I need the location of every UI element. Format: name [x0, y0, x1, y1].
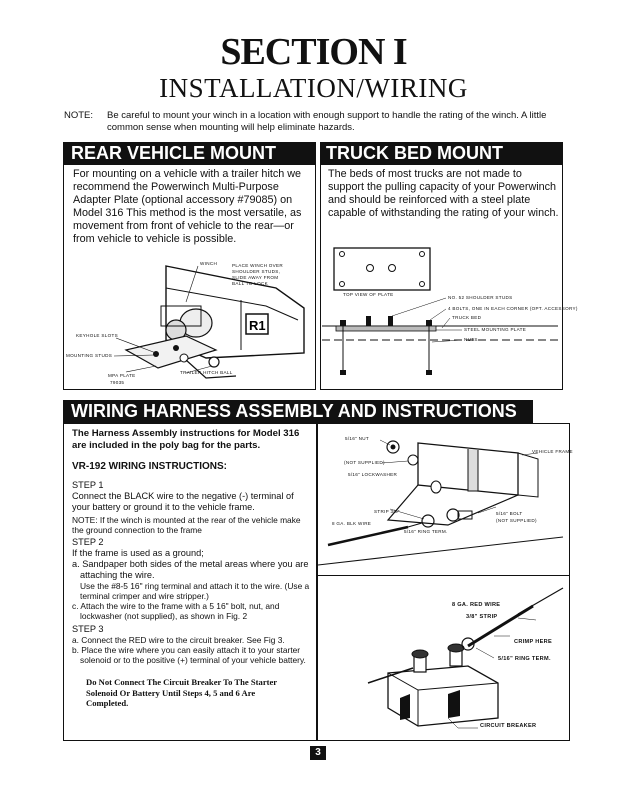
label-winch: WINCH	[200, 261, 218, 266]
label-strip-3-8: 3/8" STRIP	[466, 614, 498, 620]
note-text: Be careful to mount your winch in a location with enough support to handle the rating of the winch. A little common sense when mounting will help eliminate hazards.	[107, 110, 547, 133]
label-not-supplied: (NOT SUPPLIED)	[344, 460, 385, 465]
label-truck-bed: TRUCK BED	[452, 315, 482, 320]
ground-connection-illustration	[318, 425, 568, 573]
label-lockwasher: 5/16" LOCKWASHER	[348, 472, 398, 477]
page-number: 3	[310, 746, 326, 760]
label-strip: STRIP 3/8"	[374, 509, 400, 514]
rear-mount-text: For mounting on a vehicle with a trailer hitch we recommend the Powerwinch Multi-Purpose Adapter Plate (optional accessory #79085) on Model 316 This method is the most versatile, as movement from front of vehicle to the rear—or from vehicle to vehicle is possible.	[73, 168, 302, 245]
label-trailer-ball: TRAILER HITCH BALL	[180, 370, 233, 375]
label-top-view: TOP VIEW OF PLATE	[343, 292, 394, 297]
label-vehicle-frame: VEHICLE FRAME	[532, 449, 573, 454]
label-nut: 5/16" NUT	[345, 436, 369, 441]
label-blk-wire: 8 GA. BLK WIRE	[332, 521, 372, 526]
vr-heading: VR-192 WIRING INSTRUCTIONS:	[72, 461, 228, 472]
label-circuit-breaker: CIRCUIT BREAKER	[480, 723, 537, 729]
step2-intro: If the frame is used as a ground;	[72, 548, 204, 558]
label-keyhole: KEYHOLE SLOTS	[76, 333, 118, 338]
wiring-warning: Do Not Connect The Circuit Breaker To The Starter Solenoid Or Battery Until Steps 4, 5 and 6 Are Completed.	[86, 677, 277, 708]
step3-a: a. Connect the RED wire to the circuit breaker. See Fig 3.	[72, 635, 285, 645]
rear-mount-title: REAR VEHICLE MOUNT	[71, 143, 277, 163]
wiring-header	[63, 400, 533, 423]
step3-label: STEP 3	[72, 624, 104, 634]
label-mpa-number: 79035	[110, 380, 125, 385]
truck-mount-illustration	[322, 240, 562, 386]
truck-mount-header	[320, 142, 563, 164]
truck-mount-title: TRUCK BED MOUNT	[326, 143, 503, 163]
step1-text: Connect the BLACK wire to the negative (-) terminal of your battery or ground it to the vehicle frame.	[72, 491, 294, 512]
step2-a: a. Sandpaper both sides of the metal areas where you are attaching the wire.	[72, 559, 309, 580]
label-bolts: 4 BOLTS, ONE IN EACH CORNER (OPT. ACCESSORY)	[448, 306, 578, 311]
label-steel-plate: STEEL MOUNTING PLATE	[464, 327, 527, 332]
step3-b: b. Place the wire where you can easily attach it to your starter solenoid or to the positive (+) terminal of your vehicle battery.	[72, 645, 306, 665]
label-crimp: CRIMP HERE	[514, 639, 553, 645]
label-mpa-plate: MPA PLATE	[108, 373, 136, 378]
label-bolt-not-supplied: (NOT SUPPLIED)	[496, 518, 537, 523]
step1-label: STEP 1	[72, 480, 104, 490]
label-ring-term-3: 5/16" RING TERM.	[498, 656, 551, 662]
wiring-instructions	[72, 428, 312, 709]
label-ring-term: 5/16" RING TERM.	[404, 529, 448, 534]
label-shoulder-studs: NO. 52 SHOULDER STUDS	[448, 295, 513, 300]
step2-c: c. Attach the wire to the frame with a 5 16" bolt, nut, and lockwasher (not supplied), as shown in Fig. 2	[72, 601, 280, 621]
svg-text:R1: R1	[249, 318, 266, 333]
label-red-wire: 8 GA. RED WIRE	[452, 602, 501, 608]
label-nuts: NUTS	[464, 337, 478, 342]
step2-label: STEP 2	[72, 537, 104, 547]
step1-note: NOTE: If the winch is mounted at the rear of the vehicle make the ground connection to the frame	[72, 515, 301, 535]
wiring-intro: The Harness Assembly instructions for Model 316 are included in the poly bag for the parts.	[72, 428, 300, 451]
step2-b: Use the #8-5 16" ring terminal and attach it to the wire. (Use a terminal crimper and wire stripper.)	[80, 581, 310, 601]
wiring-title: WIRING HARNESS ASSEMBLY AND INSTRUCTIONS	[71, 401, 517, 421]
label-bolt: 5/16" BOLT	[496, 511, 523, 516]
truck-mount-text: The beds of most trucks are not made to support the pulling capacity of your Powerwinch and should be reinforced with a steel plate capable of withstanding the rating of your winch.	[328, 168, 559, 219]
label-place-winch: PLACE WINCH OVER SHOULDER STUDS, SLIDE AWAY FROM BALL TO LOCK	[232, 263, 283, 286]
label-mounting-studs: MOUNTING STUDS	[66, 353, 113, 358]
figure-divider	[317, 575, 570, 576]
section-title: SECTION I	[220, 31, 407, 73]
rear-mount-header	[63, 142, 316, 164]
note-label: NOTE:	[64, 110, 94, 121]
section-subtitle: INSTALLATION/WIRING	[159, 73, 468, 103]
